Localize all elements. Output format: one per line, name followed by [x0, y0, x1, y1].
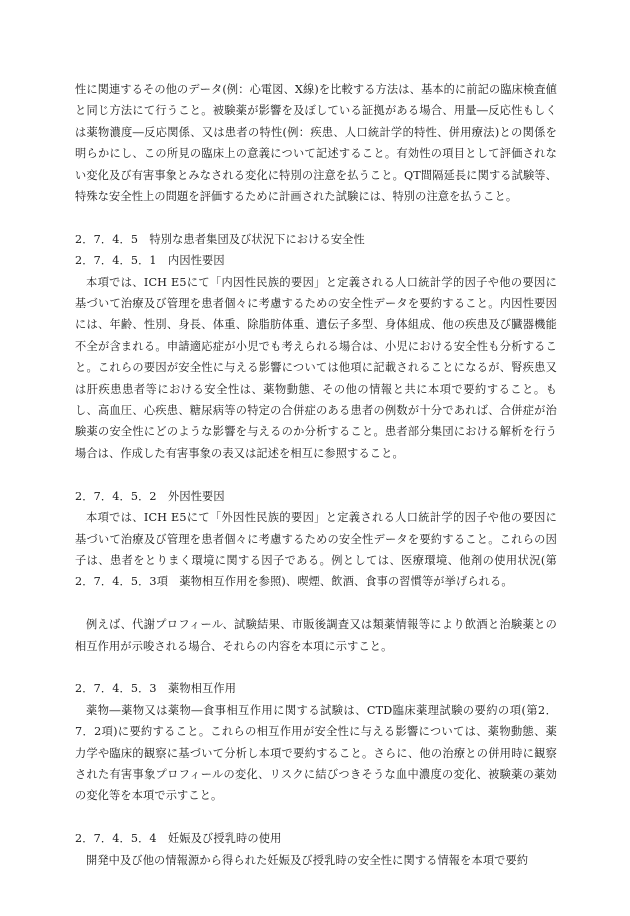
spacer: [75, 593, 557, 614]
section-paragraph-2-7-4-5-2: 本項では、ICH E5にて「外因性民族的要因」と定義される人口統計学的因子や他の要因に基づいて治療及び管理を患者個々に考慮するための安全性データを要約すること。これらの因子は、患者をとりまく環境に関する因子である。例としては、医療環境、他剤の使用状況(第2．7．4．5．3項 薬物相互作用を参照)、喫煙、飲酒、食事の習慣等が挙げられる。: [75, 511, 557, 589]
section-paragraph-2-7-4-5-2-example: 例えば、代謝プロフィール、試験結果、市販後調査又は類薬情報等により飲酒と治験薬との相互作用が示唆される場合、それらの内容を本項に示すこと。: [75, 618, 557, 653]
section-heading-2-7-4-5-3: 2．7．4．5．3 薬物相互作用: [75, 682, 237, 696]
spacer: [75, 657, 557, 678]
section-heading-2-7-4-5-1: 2．7．4．5．1 内因性要因: [75, 254, 225, 268]
section-paragraph-2-7-4-5-3: 薬物―薬物又は薬物―食事相互作用に関する試験は、CTD臨床薬理試験の要約の項(第2．7．2項)に要約すること。これらの相互作用が安全性に与える影響については、薬物動態、薬力学や臨床的観察に基づいて分析し本項で要約すること。さらに、他の治療との併用時に観察された有害事象プロフィールの変化、リスクに結びつきそうな血中濃度の変化、被験薬の薬効の変化等を本項で示すこと。: [75, 703, 557, 803]
section-heading-2-7-4-5: 2．7．4．5 特別な患者集団及び状況下における安全性: [75, 232, 365, 246]
section-paragraph-2-7-4-5-4: 開発中及び他の情報源から得られた妊娠及び授乳時の安全性に関する情報を本項で要約: [86, 853, 529, 867]
section-paragraph-2-7-4-5-1: 本項では、ICH E5にて「内因性民族的要因」と定義される人口統計学的因子や他の要因に基づいて治療及び管理を患者個々に考慮するための安全性データを要約すること。内因性要因には、年齢、性別、身長、体重、除脂肪体重、遺伝子多型、身体組成、他の疾患及び臓器機能不全が含まれる。申請適応症が小児でも考えられる場合は、小児における安全性も分析すること。これらの要因が安全性に与える影響については他項に記載されることになるが、腎疾患又は肝疾患患者等における安全性は、薬物動態、その他の情報と共に本項で要約すること。もし、高血圧、心疾患、糖尿病等の特定の合併症のある患者の例数が十分であれば、合併症が治験薬の安全性にどのような影響を与えるのか分析すること。患者部分集団における解析を行う場合は、作成した有害事象の表又は記述を相互に参照すること。: [75, 275, 557, 460]
section-heading-2-7-4-5-4: 2．7．4．5．4 妊娠及び授乳時の使用: [75, 832, 282, 846]
spacer: [75, 464, 557, 485]
section-heading-2-7-4-5-2: 2．7．4．5．2 外因性要因: [75, 489, 225, 503]
intro-paragraph: 性に関連するその他のデータ(例：心電図、X線)を比較する方法は、基本的に前記の臨床検査値と同じ方法にて行うこと。被験薬が影響を及ぼしている証拠がある場合、用量―反応性もしくは薬物濃度―反応関係、又は患者の特性(例：疾患、人口統計学的特性、併用療法)との関係を明らかにし、この所見の臨床上の意義について記述すること。有効性の項目として評価されない変化及び有害事象とみなされる変化に特別の注意を払うこと。QT間隔延長に関する試験等、特殊な安全性上の問題を評価するために計画された試験には、特別の注意を払うこと。: [75, 83, 557, 204]
spacer: [75, 807, 557, 828]
spacer: [75, 207, 557, 228]
document-body: [75, 79, 557, 871]
